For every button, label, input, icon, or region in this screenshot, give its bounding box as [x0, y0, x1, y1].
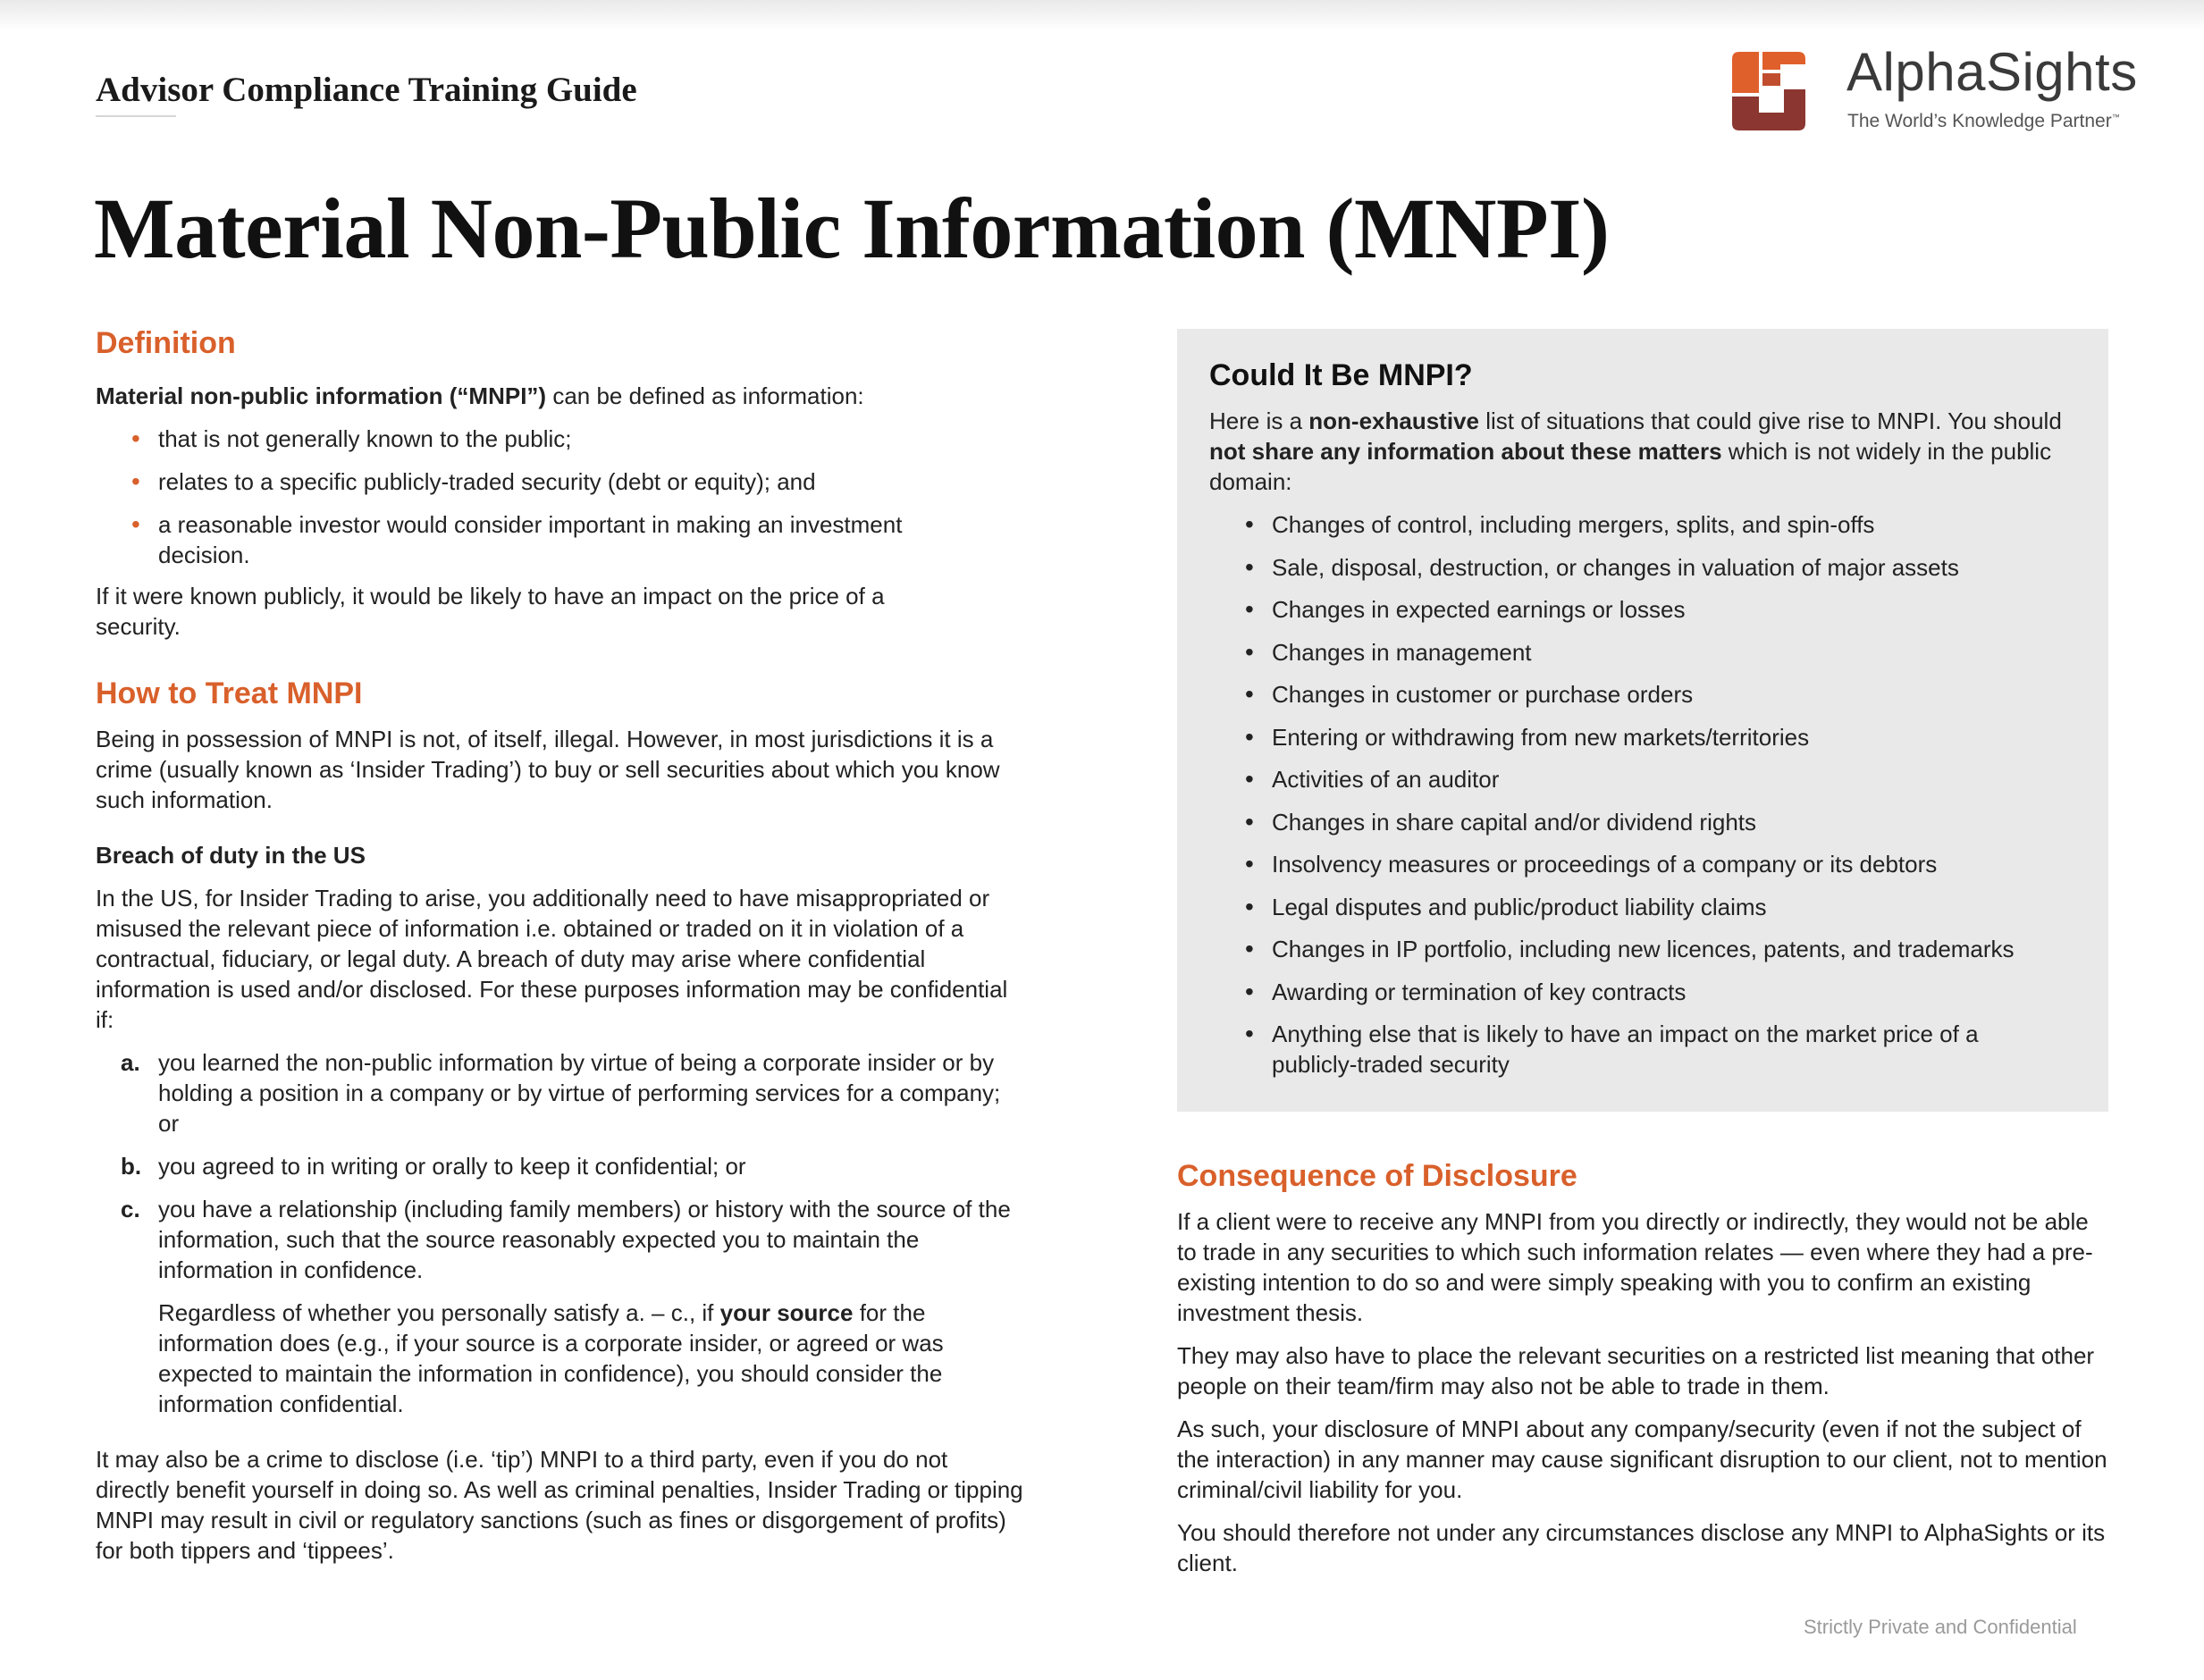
- condition-text: you agreed to in writing or orally to keep it confidential; or: [158, 1153, 746, 1180]
- top-shadow: [0, 0, 2204, 30]
- situation-item: • Activities of an auditor: [1272, 764, 2076, 794]
- breach-paragraph: In the US, for Insider Trading to arise, you additionally need to have misappropriated or misused the relevant piece of information i.e. obtained or traded on it in violation of a contractual, fiduciary, or legal duty. A breach of duty may arise where confidential information is used and/or disclosed. For these purposes information may be confidential if:: [96, 885, 1008, 1033]
- could-be-intro-part: list of situations that could give rise to MNPI. You should: [1478, 407, 2062, 434]
- page-title: Material Non-Public Information (MNPI): [94, 181, 1610, 276]
- condition-marker: c.: [121, 1196, 140, 1222]
- situation-item: • Sale, disposal, destruction, or changes in valuation of major assets: [1272, 552, 2076, 583]
- definition-intro-rest: can be defined as information:: [546, 382, 864, 409]
- condition-text: you have a relationship (including family members) or history with the source of the information, such that the source reasonably expected you to maintain the information in confidence.: [158, 1196, 1011, 1283]
- brand-name: AlphaSights: [1846, 42, 2138, 102]
- source-note-post: for the information does (e.g., if your source is a corporate insider, or agreed or was expected to maintain the information in confidence), you should consider the information confidential.: [158, 1299, 944, 1417]
- could-be-intro-bold: not share any information about these matters: [1209, 438, 1722, 465]
- definition-intro-bold: Material non-public information (“MNPI”): [96, 382, 547, 409]
- confidential-conditions-list: [121, 1047, 1025, 1285]
- consequence-paragraph: If a client were to receive any MNPI from you directly or indirectly, they would not be able to trade in any securities to which such information relates — even where they had a pre-existing intention to do so and were simply speaking with you to confirm an existing investment thesis.: [1177, 1208, 2093, 1326]
- definition-bullet: • a reasonable investor would consider important in making an investment decision.: [158, 509, 1025, 570]
- could-be-intro-part: which is not widely in the public domain:: [1209, 438, 2052, 495]
- situation-item: • Legal disputes and public/product liability claims: [1272, 892, 2076, 922]
- treat-heading: How to Treat MNPI: [96, 676, 363, 710]
- could-be-mnpi-box: [1177, 329, 2108, 1112]
- left-column: [96, 323, 1025, 1566]
- consequence-heading: Consequence of Disclosure: [1177, 1159, 1577, 1193]
- trademark-mark: ™: [2111, 113, 2120, 122]
- source-note: [158, 1298, 1025, 1419]
- right-column: [1177, 329, 2108, 1578]
- brand-tagline: [1847, 111, 2120, 132]
- condition-marker: a.: [121, 1049, 140, 1076]
- could-be-intro-bold: non-exhaustive: [1308, 407, 1479, 434]
- situation-item: • Changes in IP portfolio, including new licences, patents, and trademarks: [1272, 934, 2076, 964]
- situation-item: • Anything else that is likely to have an impact on the market price of a publicly-traded security: [1272, 1019, 2076, 1079]
- situation-item: • Changes in management: [1272, 637, 2076, 668]
- condition-item: [121, 1151, 1025, 1181]
- condition-item: [121, 1047, 1025, 1138]
- mnpi-situations-list: [1272, 509, 2076, 1079]
- source-note-bold: your source: [719, 1299, 854, 1326]
- consequence-paragraph: As such, your disclosure of MNPI about any company/security (even if not the subject of the interaction) in any manner may cause significant disruption to our client, not to mention criminal/civil liability for you.: [1177, 1415, 2107, 1503]
- alphasights-logo-icon: [1727, 48, 1809, 134]
- situation-item: • Entering or withdrawing from new markets/territories: [1272, 722, 2076, 752]
- guide-title-rule: [96, 115, 176, 117]
- source-note-pre: Regardless of whether you personally satisfy a. – c., if: [158, 1299, 720, 1326]
- treat-paragraph: Being in possession of MNPI is not, of itself, illegal. However, in most jurisdictions it is a crime (usually known as ‘Insider Trading’) to buy or sell securities about which you know such information.: [96, 726, 1000, 813]
- condition-marker: b.: [121, 1153, 142, 1180]
- consequence-paragraph: You should therefore not under any circumstances disclose any MNPI to AlphaSights or its client.: [1177, 1519, 2106, 1576]
- confidentiality-footer: Strictly Private and Confidential: [1804, 1616, 2077, 1638]
- definition-bullet: • that is not generally known to the public;: [158, 424, 1025, 454]
- definition-bullet: • relates to a specific publicly-traded security (debt or equity); and: [158, 466, 1025, 497]
- guide-title: Advisor Compliance Training Guide: [96, 71, 637, 109]
- situation-item: • Changes in share capital and/or dividend rights: [1272, 807, 2076, 837]
- definition-closing: If it were known publicly, it would be likely to have an impact on the price of a security.: [96, 583, 885, 640]
- situation-item: • Changes in customer or purchase orders: [1272, 679, 2076, 710]
- situation-item: • Awarding or termination of key contracts: [1272, 977, 2076, 1007]
- condition-text: you learned the non-public information by virtue of being a corporate insider or by holding a position in a company or by virtue of performing services for a company; or: [158, 1049, 1001, 1137]
- definition-intro: [96, 381, 1025, 411]
- could-be-heading: Could It Be MNPI?: [1209, 358, 1473, 392]
- tipping-paragraph: It may also be a crime to disclose (i.e. ‘tip’) MNPI to a third party, even if you do not directly benefit yourself in doing so. As well as criminal penalties, Insider Trading or tipping MNPI may result in civil or regulatory sanctions (such as fines or disgorgement of profits) for both tippers and ‘tippees’.: [96, 1446, 1023, 1564]
- breach-subheading: Breach of duty in the US: [96, 842, 366, 869]
- could-be-intro: [1209, 406, 2076, 497]
- could-be-intro-part: Here is a: [1209, 407, 1309, 434]
- definition-heading: Definition: [96, 326, 236, 360]
- brand-tagline-text: The World’s Knowledge Partner: [1847, 111, 2112, 131]
- consequence-paragraph: They may also have to place the relevant securities on a restricted list meaning that other people on their team/firm may also not be able to trade in them.: [1177, 1342, 2095, 1399]
- condition-item: [121, 1194, 1025, 1285]
- definition-bullet-list: [158, 424, 1025, 570]
- situation-item: • Changes of control, including mergers, splits, and spin-offs: [1272, 509, 2076, 540]
- situation-item: • Changes in expected earnings or losses: [1272, 594, 2076, 625]
- situation-item: • Insolvency measures or proceedings of a company or its debtors: [1272, 849, 2076, 879]
